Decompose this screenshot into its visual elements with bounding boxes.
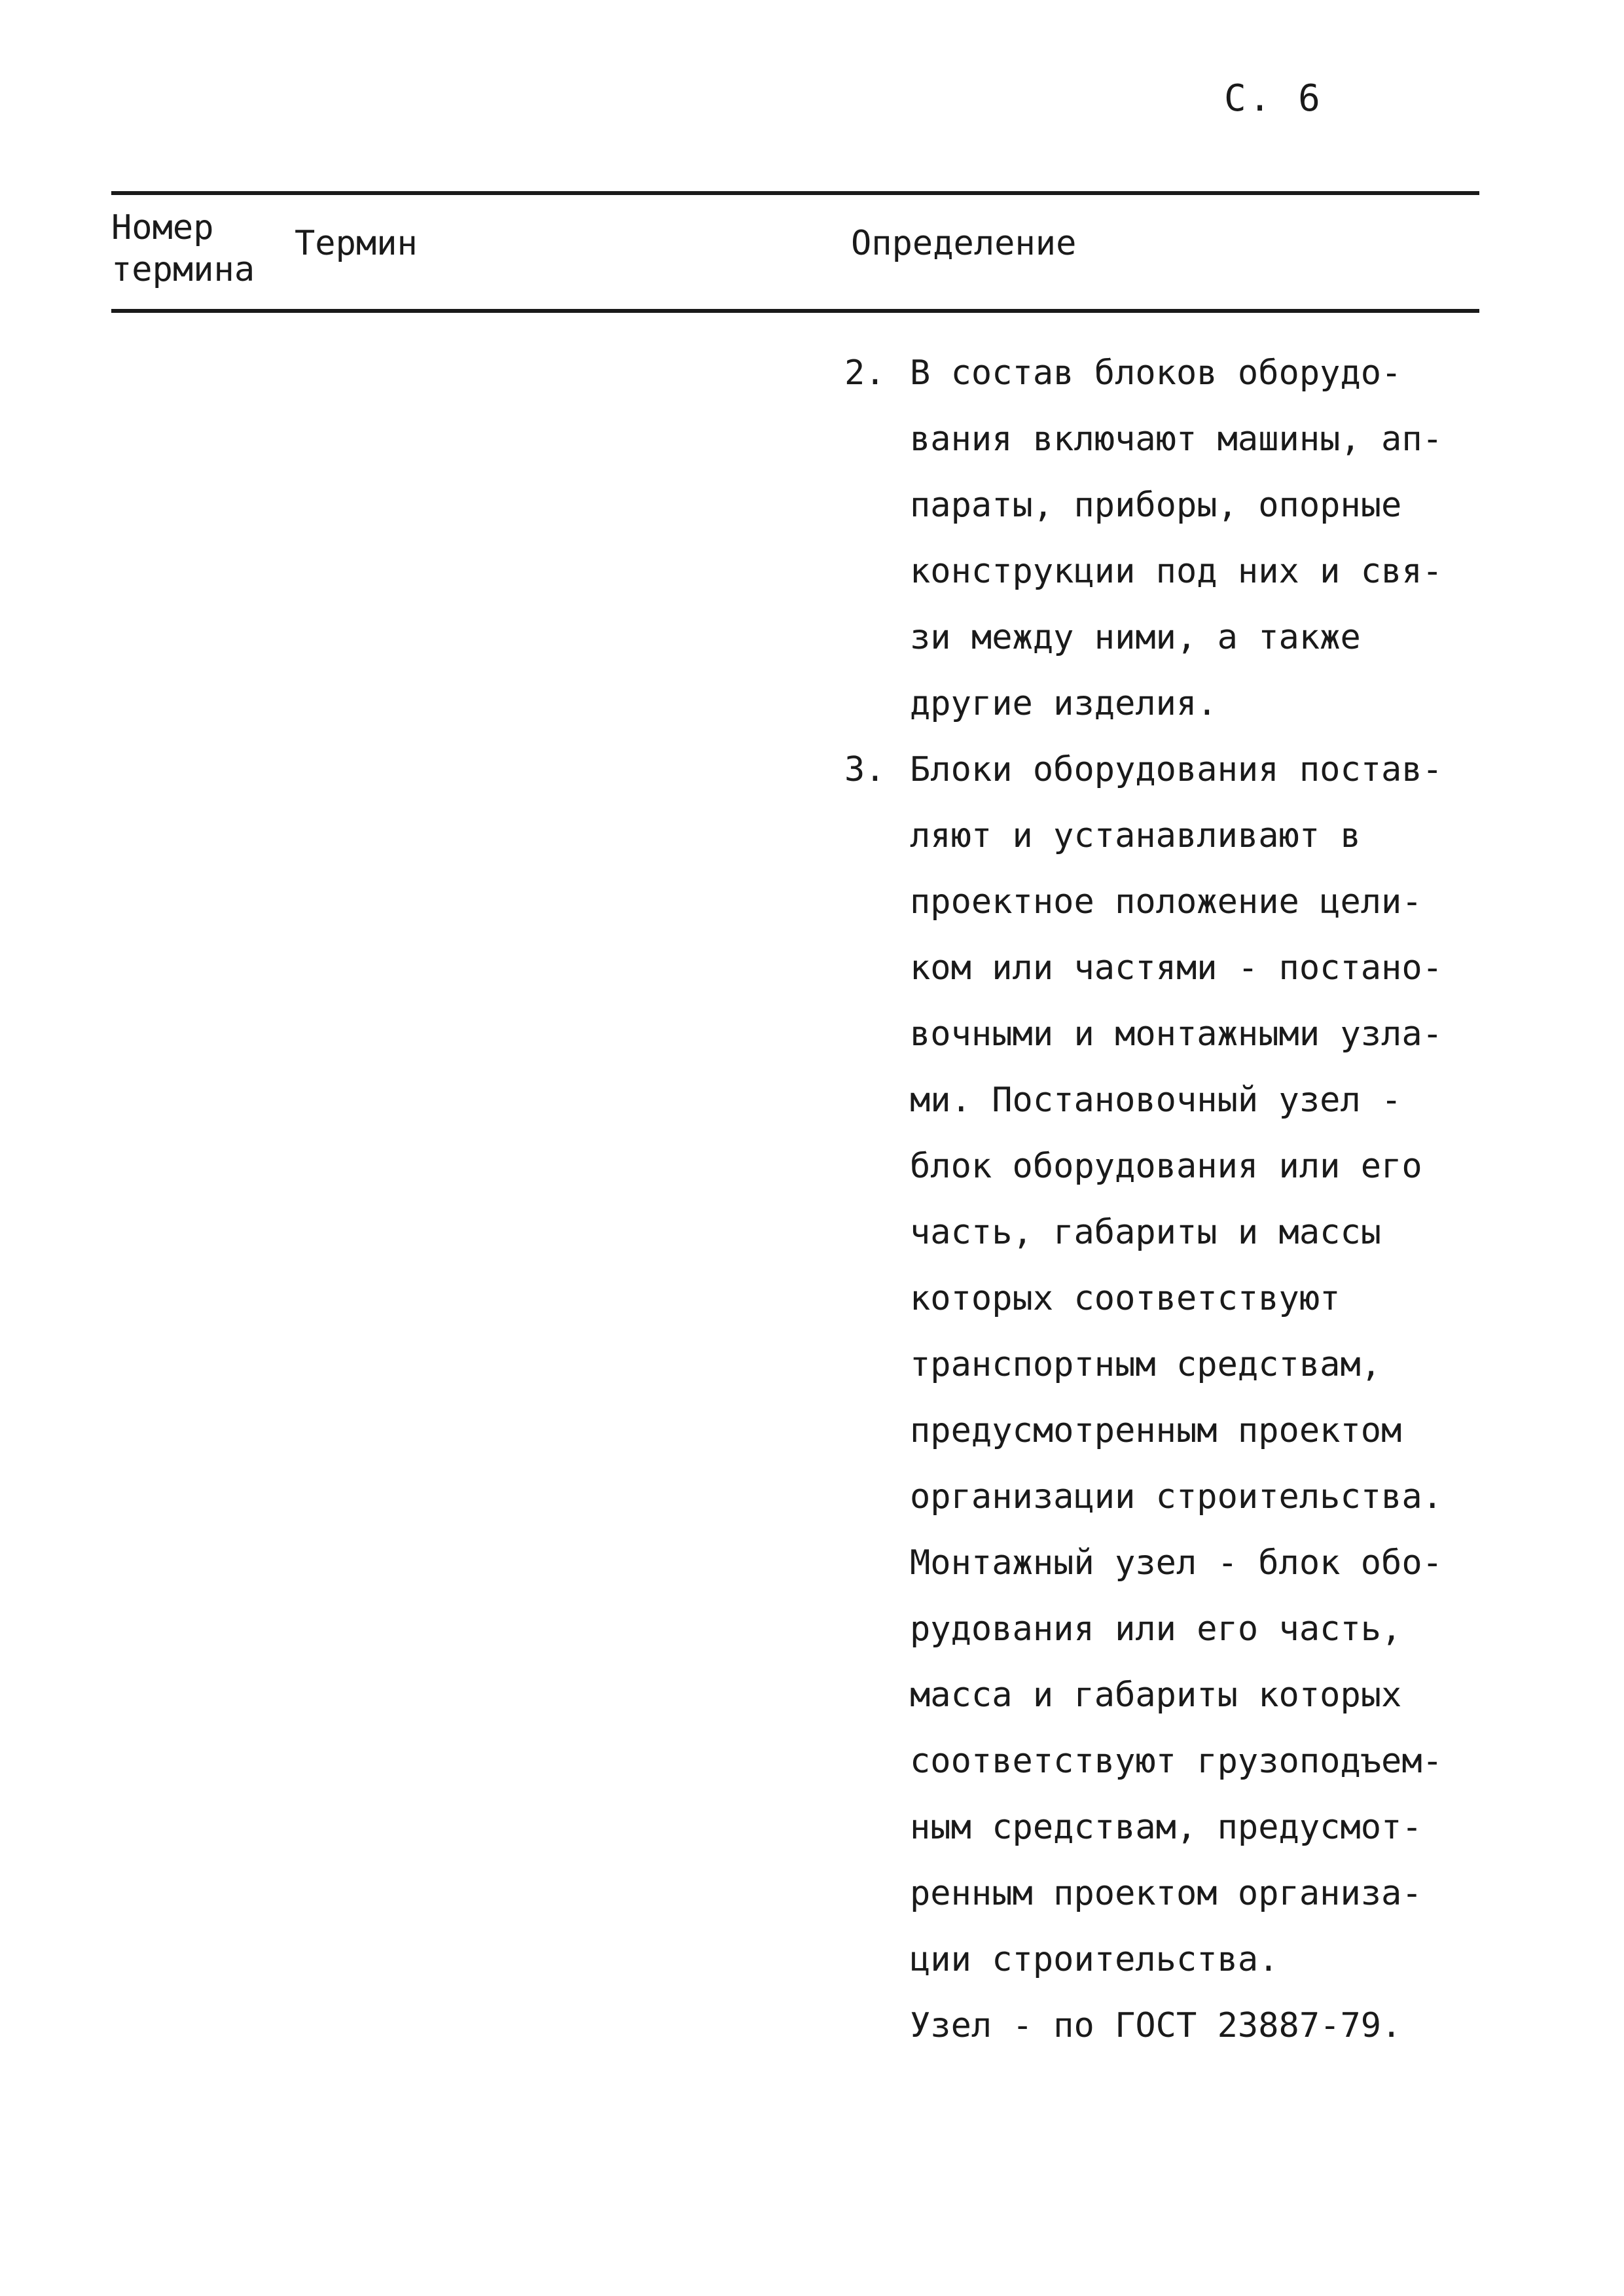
text-line: В состав блоков оборудо- [910, 353, 1402, 393]
note-2-text [910, 340, 1466, 737]
text-line: транспортным средствам, [910, 1345, 1382, 1384]
note-3 [844, 737, 1466, 1993]
standard-reference: Узел - по ГОСТ 23887-79. [910, 2006, 1402, 2045]
text-line: ком или частями - постано- [910, 948, 1443, 988]
text-line: вочными и монтажными узла- [910, 1014, 1443, 1054]
text-line: ляют и устанавливают в [910, 816, 1361, 855]
text-line: масса и габариты которых [910, 1676, 1402, 1715]
text-line: другие изделия. [910, 684, 1218, 723]
text-line: ренным проектом организа- [910, 1874, 1422, 1913]
text-line: зи между ними, а также [910, 618, 1361, 657]
text-line: организации строительства. [910, 1477, 1443, 1516]
text-line: Монтажный узел - блок обо- [910, 1543, 1443, 1583]
note-3-number: 3. [844, 750, 886, 789]
column-header-term-number-line2: термина [111, 250, 255, 289]
note-2-number: 2. [844, 353, 886, 393]
column-header-definition: Определение [851, 224, 1077, 263]
page-number: С. 6 [1224, 77, 1323, 120]
text-line: ции строительства. [910, 1940, 1279, 1979]
definition-cell [844, 340, 1466, 2059]
column-header-term: Термин [295, 224, 418, 263]
text-line: Блоки оборудования постав- [910, 750, 1443, 789]
column-header-term-number-line1: Номер [111, 208, 214, 247]
text-line: блок оборудования или его [910, 1147, 1422, 1186]
text-line: которых соответствуют [910, 1279, 1341, 1318]
column-header-term-number [111, 207, 255, 291]
text-line: ми. Постановочный узел - [910, 1081, 1402, 1120]
text-line: ным средствам, предусмот- [910, 1808, 1422, 1847]
text-line: рудования или его часть, [910, 1609, 1402, 1649]
text-line: конструкции под них и свя- [910, 552, 1443, 591]
table-top-rule [111, 191, 1479, 195]
text-line: проектное положение цели- [910, 882, 1422, 922]
note-3-text [910, 737, 1466, 1993]
text-line: параты, приборы, опорные [910, 486, 1402, 525]
text-line: часть, габариты и массы [910, 1213, 1382, 1252]
text-line: предусмотренным проектом [910, 1411, 1402, 1450]
text-line: соответствуют грузоподъем- [910, 1742, 1443, 1781]
text-line: вания включают машины, ап- [910, 420, 1443, 459]
note-2 [844, 340, 1466, 737]
table-header-rule [111, 309, 1479, 313]
